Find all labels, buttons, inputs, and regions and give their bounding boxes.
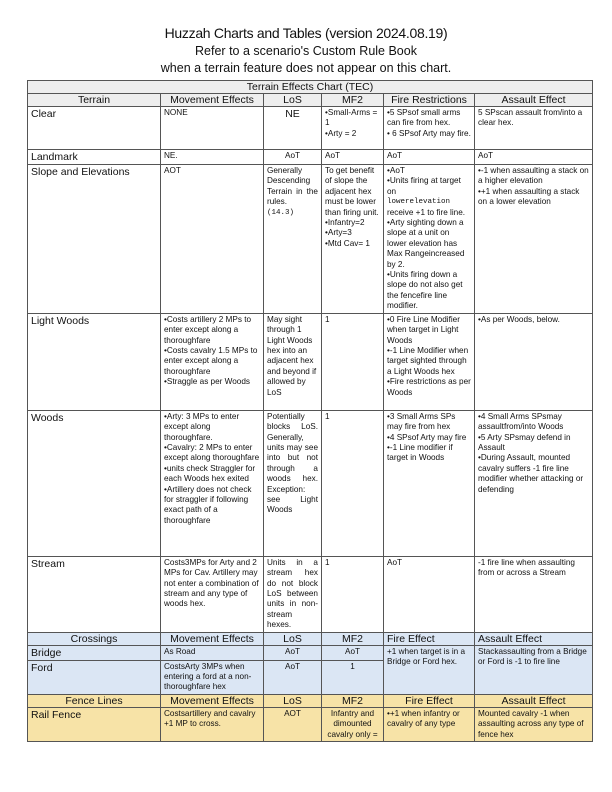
- mf2-line: To get benefit of slope the adjacent hex must be lower than firing unit.: [325, 166, 379, 217]
- fire-cell: +1 when target is in a Bridge or Ford hex.: [384, 645, 475, 694]
- mf2-line: •Mtd Cav= 1: [325, 238, 370, 248]
- assault-line: •-1 when assaulting a stack on a higher elevation: [478, 166, 589, 186]
- col-movement: Movement Effects: [161, 94, 264, 107]
- fire-line: •Arty sighting down a slope at a unit on lower elevation has Max Rangeincreased by 2.: [387, 218, 465, 269]
- mf2-line: •Arty = 2: [325, 128, 357, 138]
- fire-line: •Fire restrictions as per Woods: [387, 377, 471, 397]
- table-row-rail-fence: [28, 707, 593, 741]
- fire-line: receive +1 to fire line.: [387, 207, 466, 217]
- assault-cell: AoT: [475, 150, 593, 165]
- terrain-name: Ford: [28, 660, 161, 694]
- crossings-section: [28, 632, 593, 694]
- fence-col-6: Assault Effect: [475, 694, 593, 707]
- movement-cell: NE.: [161, 150, 264, 165]
- terrain-name: Bridge: [28, 645, 161, 660]
- terrain-name: Stream: [28, 556, 161, 632]
- movement-cell: As Road: [161, 645, 264, 660]
- fire-cell: [384, 107, 475, 150]
- terrain-effects-table: [27, 80, 593, 742]
- col-mf2: MF2: [322, 94, 384, 107]
- crossings-col-5: Fire Effect: [384, 632, 475, 645]
- movement-line: •Cavalry: 2 MPs to enter except along thoroughfare: [164, 442, 260, 463]
- fire-line: • 6 SPsof Arty may fire.: [387, 128, 471, 138]
- assault-cell: Stackassaulting from a Bridge or Ford is -1 to fire line: [475, 645, 593, 694]
- movement-cell: NONE: [161, 107, 264, 150]
- los-cell: NE: [264, 107, 322, 150]
- mf2-line: •Infantry=2: [325, 218, 365, 228]
- fire-cell: AoT: [384, 556, 475, 632]
- movement-line: •Straggle as per Woods: [164, 377, 251, 387]
- assault-line: •+1 when assaulting a stack on a lower elevation: [478, 186, 580, 207]
- fire-cell: •+1 when infantry or cavalry of any type: [384, 707, 475, 741]
- movement-cell: [161, 313, 264, 410]
- assault-cell: 5 SPscan assault from/into a clear hex.: [475, 107, 593, 150]
- assault-cell: [475, 165, 593, 314]
- movement-line: •units check Straggler for each Woods hex exited: [164, 463, 256, 484]
- assault-cell: •As per Woods, below.: [475, 313, 593, 410]
- terrain-name: Clear: [28, 107, 161, 150]
- crossings-col-2: Movement Effects: [161, 632, 264, 645]
- fire-line: •Units firing down a slope do not also get the fencefire line modifier.: [387, 270, 463, 311]
- mf2-cell: 1: [322, 313, 384, 410]
- los-cell: Potentially blocks LoS. Generally, units may see into but not through a woods hex. Exception: see Light Woods: [264, 410, 322, 556]
- los-cell: AoT: [264, 150, 322, 165]
- movement-cell: CostsArty 3MPs when entering a ford at a non-thoroughfare hex: [161, 660, 264, 694]
- los-cell: [264, 165, 322, 314]
- los-cell: AOT: [264, 707, 322, 741]
- terrain-name: Woods: [28, 410, 161, 556]
- crossings-col-4: MF2: [322, 632, 384, 645]
- fire-line: •Units firing at target on: [387, 176, 461, 196]
- fire-line: •-1 Line modifier if target in Woods: [387, 442, 453, 463]
- mf2-cell: AoT: [322, 150, 384, 165]
- crossings-header: [28, 632, 593, 645]
- table-row-slope: [28, 165, 593, 314]
- fence-header: [28, 694, 593, 707]
- table-row-clear: [28, 107, 593, 150]
- fence-col-2: Movement Effects: [161, 694, 264, 707]
- movement-cell: Costsartillery and cavalry +1 MP to cross.: [161, 707, 264, 741]
- mf2-line: •Small-Arms = 1: [325, 108, 378, 128]
- movement-cell: [161, 410, 264, 556]
- assault-line: •5 Arty SPsmay defend in Assault: [478, 432, 571, 452]
- fire-cell: [384, 313, 475, 410]
- crossings-col-6: Assault Effect: [475, 632, 593, 645]
- fire-cell: AoT: [384, 150, 475, 165]
- fire-cell: [384, 410, 475, 556]
- fire-line: •0 Fire Line Modifier when target in Light Woods: [387, 314, 460, 345]
- assault-cell: [475, 410, 593, 556]
- movement-line: •Arty: 3 MPs to enter except along thoroughfare.: [164, 411, 240, 442]
- movement-cell: AOT: [161, 165, 264, 314]
- mf2-line: •Arty=3: [325, 228, 352, 238]
- fire-line: •-1 Line Modifier when target sighted through a Light Woods hex: [387, 345, 469, 376]
- los-cell: Units in a stream hex do not block LoS between units in non-stream hexes.: [264, 556, 322, 632]
- col-assault: Assault Effect: [475, 94, 593, 107]
- mf2-cell: [322, 107, 384, 150]
- fire-line: lowerelevation: [387, 198, 451, 207]
- fire-cell: [384, 165, 475, 314]
- col-fire: Fire Restrictions: [384, 94, 475, 107]
- movement-cell: Costs3MPs for Arty and 2 MPs for Cav. Artillery may not enter a combination of stream and any type of woods hex.: [161, 556, 264, 632]
- page-subtitle-line-1: Refer to a scenario's Custom Rule Book: [195, 44, 417, 58]
- fire-line: •AoT: [387, 166, 405, 175]
- page-title: Huzzah Charts and Tables (version 2024.08.19): [164, 25, 448, 41]
- terrain-name: Rail Fence: [28, 707, 161, 741]
- col-terrain: Terrain: [28, 94, 161, 107]
- mf2-cell: [322, 165, 384, 314]
- movement-line: •Costs cavalry 1.5 MPs to enter except along a thoroughfare: [164, 345, 258, 376]
- page-subtitle-line-2: when a terrain feature does not appear on this chart.: [160, 61, 452, 75]
- crossings-col-3: LoS: [264, 632, 322, 645]
- column-headers: [28, 94, 593, 107]
- los-cell: AoT: [264, 645, 322, 660]
- fence-col-3: LoS: [264, 694, 322, 707]
- table-row-bridge: [28, 645, 593, 660]
- table-row-stream: [28, 556, 593, 632]
- mf2-cell: 1: [322, 556, 384, 632]
- fence-section: [28, 694, 593, 741]
- table-row-woods: [28, 410, 593, 556]
- los-cell: AoT: [264, 660, 322, 694]
- table-title: Terrain Effects Chart (TEC): [28, 81, 593, 94]
- mf2-cell: 1: [322, 660, 384, 694]
- terrain-name: Light Woods: [28, 313, 161, 410]
- assault-line: •4 Small Arms SPsmay assaultfrom/into Woods: [478, 411, 564, 432]
- table-row-landmark: [28, 150, 593, 165]
- assault-line: •During Assault, mounted cavalry suffers -1 fire line modifier whether attacking or defending: [478, 453, 584, 494]
- los-cell: May sight through 1 Light Woods hex into an adjacent hex and beyond if allowed by LoS: [264, 313, 322, 410]
- fire-line: •3 Small Arms SPs may fire from hex: [387, 411, 456, 432]
- table-row-light-woods: [28, 313, 593, 410]
- mf2-cell: AoT: [322, 645, 384, 660]
- movement-line: •Artillery does not check for straggler if following exact path of a thoroughfare: [164, 484, 252, 525]
- assault-cell: -1 fire line when assaulting from or across a Stream: [475, 556, 593, 632]
- los-text: Generally Descending Terrain in the rules.: [267, 166, 318, 207]
- fire-line: •5 SPsof small arms can fire from hex.: [387, 108, 461, 128]
- mf2-cell: 1: [322, 410, 384, 556]
- assault-cell: Mounted cavalry -1 when assaulting across any type of fence hex: [475, 707, 593, 741]
- terrain-name: Landmark: [28, 150, 161, 165]
- fence-col-1: Fence Lines: [28, 694, 161, 707]
- col-los: LoS: [264, 94, 322, 107]
- fire-line: •4 SPsof Arty may fire: [387, 432, 467, 442]
- movement-line: •Costs artillery 2 MPs to enter except along a thoroughfare: [164, 314, 252, 345]
- terrain-name: Slope and Elevations: [28, 165, 161, 314]
- fence-col-5: Fire Effect: [384, 694, 475, 707]
- crossings-col-1: Crossings: [28, 632, 161, 645]
- rule-reference: (14.3): [267, 208, 295, 217]
- mf2-cell: Infantry and dimounted cavalry only =: [322, 707, 384, 741]
- fence-col-4: MF2: [322, 694, 384, 707]
